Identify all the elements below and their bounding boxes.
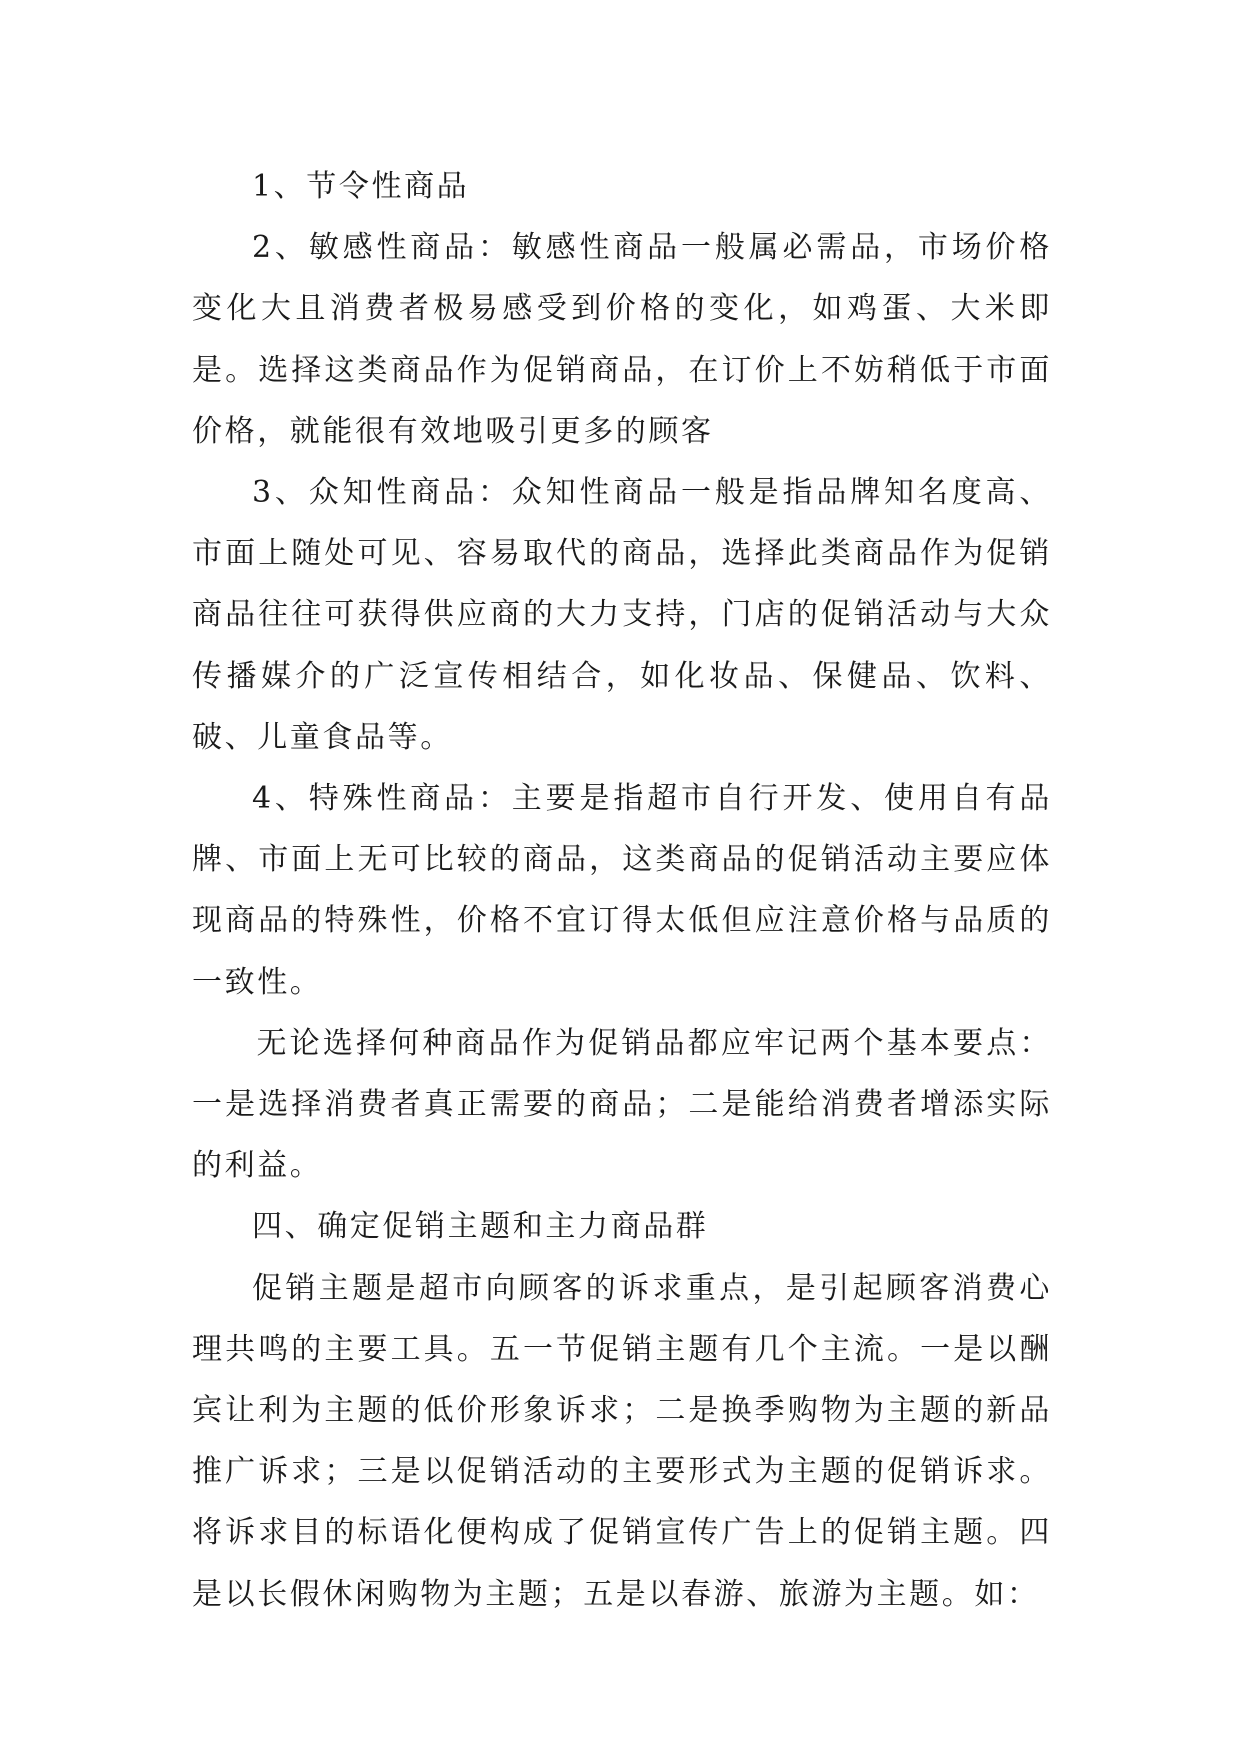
- section-heading-promotion-theme: 四、确定促销主题和主力商品群: [252, 1209, 709, 1245]
- paragraph-promotion-theme: 促销主题是超市向顾客的诉求重点，是引起顾客消费心理共鸣的主要工具。五一节促销主题有几个主流。一是以酬宾让利为主题的低价形象诉求；二是换季购物为主题的新品推广诉求；三是以促销活动的主要形式为主题的促销诉求。将诉求目的标语化便构成了促销宣传广告上的促销主题。四是以长假休闲购物为主题；五是以春游、旅游为主题。如：: [192, 1270, 1052, 1612]
- paragraph-key-points: 无论选择何种商品作为促销品都应牢记两个基本要点：一是选择消费者真正需要的商品；二是能给消费者增添实际的利益。: [192, 1025, 1052, 1184]
- paragraph-well-known-goods: 3、众知性商品：众知性商品一般是指品牌知名度高、市面上随处可见、容易取代的商品，选择此类商品作为促销商品往往可获得供应商的大力支持，门店的促销活动与大众传播媒介的广泛宣传相结合，如化妆品、保健品、饮料、破、儿童食品等。: [192, 475, 1052, 755]
- paragraph-seasonal-goods: 1、节令性商品: [252, 169, 470, 204]
- paragraph-sensitive-goods: 2、敏感性商品：敏感性商品一般属必需品，市场价格变化大且消费者极易感受到价格的变化，如鸡蛋、大米即是。选择这类商品作为促销商品，在订价上不妨稍低于市面价格，就能很有效地吸引更多的顾客: [192, 230, 1052, 449]
- paragraph-special-goods: 4、特殊性商品：主要是指超市自行开发、使用自有品牌、市面上无可比较的商品，这类商品的促销活动主要应体现商品的特殊性，价格不宜订得太低但应注意价格与品质的一致性。: [192, 781, 1052, 1000]
- document-body: [192, 156, 1052, 1625]
